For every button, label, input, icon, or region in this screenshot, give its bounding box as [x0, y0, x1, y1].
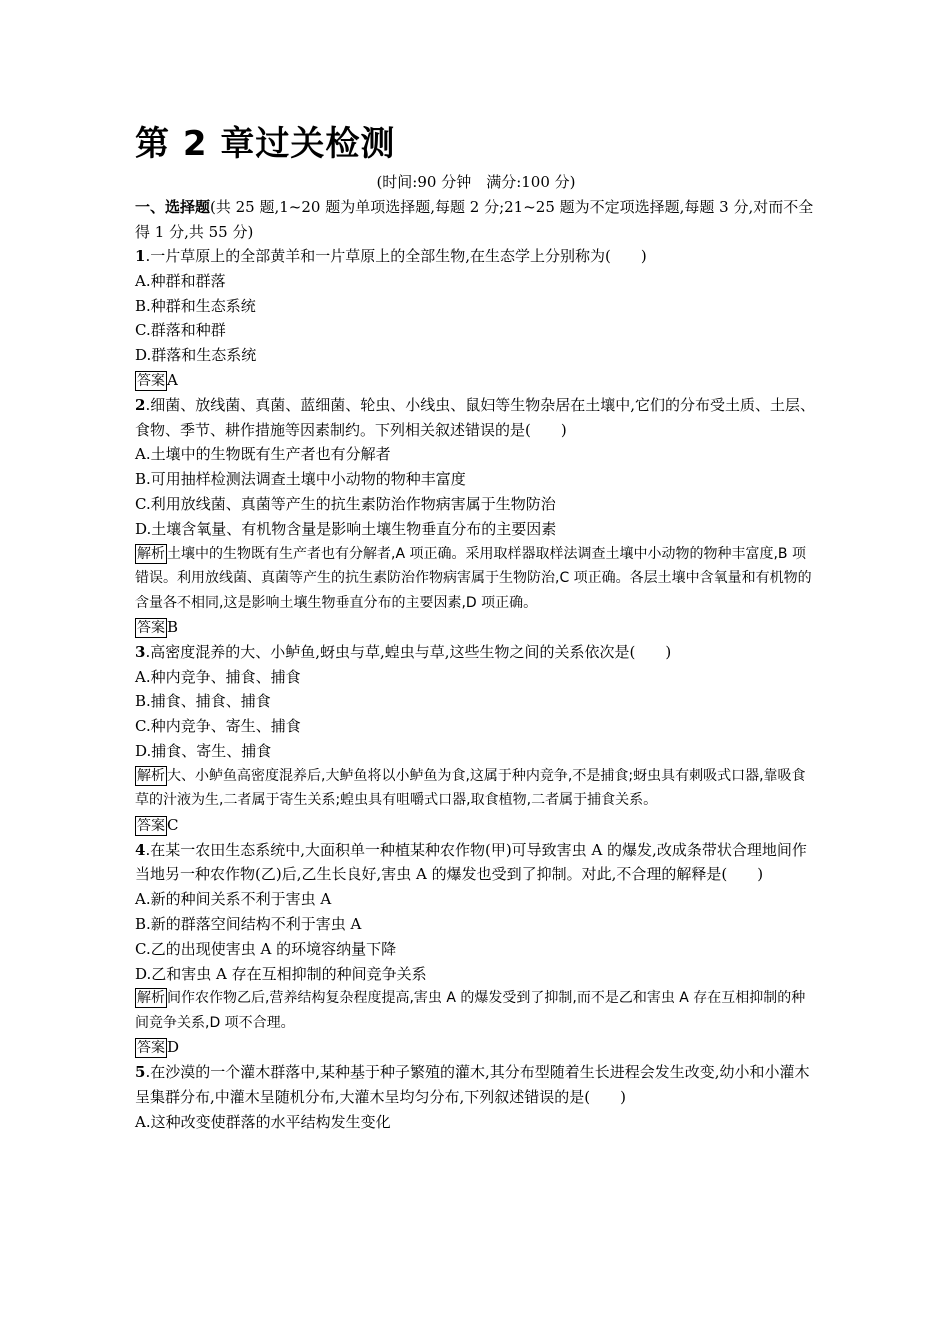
- answer-line: [135, 615, 817, 640]
- answer-label: 答案: [137, 817, 165, 834]
- option: A.种群和群落: [135, 271, 226, 290]
- option: A.种内竞争、捕食、捕食: [135, 667, 301, 686]
- question-stem: .一片草原上的全部黄羊和一片草原上的全部生物,在生态学上分别称为( ): [145, 247, 647, 265]
- option: C.乙的出现使害虫 A 的环境容纳量下降: [135, 939, 397, 958]
- answer-line: [135, 368, 817, 393]
- section-title: 一、选择题: [135, 198, 211, 216]
- explain-label: 解析: [137, 767, 165, 784]
- explain-label: 解析: [137, 990, 165, 1007]
- explanation: [135, 542, 817, 616]
- answer-value: D: [167, 1038, 180, 1057]
- exam-info: (时间:90 分钟 满分:100 分): [376, 173, 576, 191]
- question-number: 5: [135, 1063, 146, 1082]
- question-5: [135, 1060, 817, 1110]
- section-heading: [135, 195, 817, 244]
- explanation: [135, 986, 817, 1035]
- option: C.群落和种群: [135, 321, 226, 340]
- explain-label: 解析: [137, 545, 165, 562]
- answer-label: 答案: [137, 372, 165, 389]
- section-desc: (共 25 题,1~20 题为单项选择题,每题 2 分;21~25 题为不定项选择题,每题 3 分,对而不全得 1 分,共 55 分): [135, 198, 814, 241]
- question-number: 2: [135, 395, 146, 414]
- question-number: 4: [135, 840, 146, 859]
- option: B.种群和生态系统: [135, 296, 256, 315]
- explanation-text: 土壤中的生物既有生产者也有分解者,A 项正确。采用取样器取样法调查土壤中小动物的物种丰富度,B 项错误。利用放线菌、真菌等产生的抗生素防治作物病害属于生物防治,C 项正确。各层土壤中含氧量和有机物的含量各不相同,这是影响土壤生物垂直分布的主要因素,D 项正确。: [135, 545, 812, 611]
- option: D.群落和生态系统: [135, 346, 257, 365]
- option: B.捕食、捕食、捕食: [135, 692, 271, 711]
- explanation-text: 间作农作物乙后,营养结构复杂程度提高,害虫 A 的爆发受到了抑制,而不是乙和害虫 A 存在互相抑制的种间竞争关系,D 项不合理。: [135, 990, 806, 1031]
- answer-value: C: [167, 815, 179, 834]
- question-4: [135, 838, 817, 888]
- answer-line: [135, 1035, 817, 1060]
- question-2: [135, 393, 817, 443]
- option: C.种内竞争、寄生、捕食: [135, 717, 301, 736]
- option: A.这种改变使群落的水平结构发生变化: [135, 1112, 391, 1131]
- option: D.土壤含氧量、有机物含量是影响土壤生物垂直分布的主要因素: [135, 519, 557, 538]
- content: [135, 118, 817, 1135]
- answer-value: A: [167, 370, 178, 389]
- option: B.新的群落空间结构不利于害虫 A: [135, 915, 362, 934]
- question-number: 1: [135, 247, 146, 265]
- question-stem: .高密度混养的大、小鲈鱼,蚜虫与草,蝗虫与草,这些生物之间的关系依次是( ): [145, 642, 672, 661]
- question-number: 3: [135, 642, 146, 661]
- option: A.新的种间关系不利于害虫 A: [135, 890, 332, 909]
- question-3: [135, 640, 817, 665]
- option: D.捕食、寄生、捕食: [135, 742, 272, 761]
- question-stem: .在沙漠的一个灌木群落中,某种基于种子繁殖的灌木,其分布型随着生长进程会发生改变,幼小和小灌木呈集群分布,中灌木呈随机分布,大灌木呈均匀分布,下列叙述错误的是( ): [135, 1063, 810, 1107]
- question-stem: .在某一农田生态系统中,大面积单一种植某种农作物(甲)可导致害虫 A 的爆发,改成条带状合理地间作当地另一种农作物(乙)后,乙生长良好,害虫 A 的爆发也受到了抑制。对此,不合理的解释是( ): [135, 840, 807, 884]
- option: A.土壤中的生物既有生产者也有分解者: [135, 445, 391, 464]
- option: B.可用抽样检测法调查土壤中小动物的物种丰富度: [135, 470, 466, 489]
- answer-label: 答案: [137, 620, 165, 637]
- answer-value: B: [167, 618, 179, 637]
- page-title: 第 2 章过关检测: [135, 124, 396, 164]
- explanation-text: 大、小鲈鱼高密度混养后,大鲈鱼将以小鲈鱼为食,这属于种内竞争,不是捕食;蚜虫具有刺吸式口器,靠吸食草的汁液为生,二者属于寄生关系;蝗虫具有咀嚼式口器,取食植物,二者属于捕食关系。: [135, 767, 806, 809]
- question-stem: .细菌、放线菌、真菌、蓝细菌、轮虫、小线虫、鼠妇等生物杂居在土壤中,它们的分布受土质、土层、食物、季节、耕作措施等因素制约。下列相关叙述错误的是( ): [135, 395, 815, 439]
- option: D.乙和害虫 A 存在互相抑制的种间竞争关系: [135, 964, 427, 983]
- option: C.利用放线菌、真菌等产生的抗生素防治作物病害属于生物防治: [135, 494, 556, 513]
- explanation: [135, 764, 817, 813]
- answer-line: [135, 813, 817, 838]
- question-1: [135, 244, 817, 269]
- answer-label: 答案: [137, 1040, 165, 1057]
